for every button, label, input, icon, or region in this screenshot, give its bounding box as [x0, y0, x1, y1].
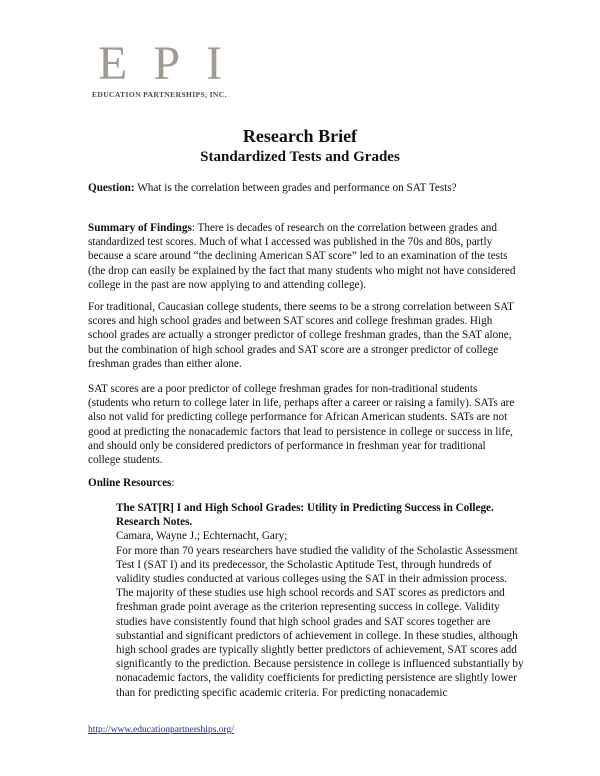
resource-authors: Camara, Wayne J.; Echternacht, Gary; [116, 530, 288, 543]
logo-subtitle: EDUCATION PARTNERSHIPS, INC. [92, 90, 227, 99]
summary-text: : There is decades of research on the correlation between grades and standardized test scores. Much of what I accessed was published in the 70s and 80s, partly because a scare around “the declining American SAT score” led to an examination of the tests (the drop can easily be explained by the fact that many students who might not have considered college in the past are now applying to and attending college). [88, 222, 516, 291]
online-resources-colon: : [171, 477, 175, 489]
paragraph-nontraditional-students: SAT scores are a poor predictor of college freshman grades for non-traditional students (students who return to college later in life, perhaps after a career or raising a family). SATs are also not valid for predicting college performance for African American students. SATs are not good at predicting the nonacademic factors that lead to persistence in college or success in life, and should only be considered predictors of performance in freshman year for traditional college students. [88, 383, 515, 467]
page-subtitle: Standardized Tests and Grades [200, 149, 400, 165]
resource-abstract: For more than 70 years researchers have studied the validity of the Scholastic Assessment Test I (SAT I) and its predecessor, the Scholastic Aptitude Test, through hundreds of validity studies conducted at various colleges using the SAT in their admission process. The majority of these studies use high school records and SAT scores as predictors and freshman grade point average as the criterion representing success in college. Validity studies have consistently found that high school grades and SAT scores together are substantial and significant predictors of achievement in college. In these studies, although high school grades are typically slightly better predictors of achievement, SAT scores add significantly to the prediction. Because persistence in college is influenced substantially by nonacademic factors, the validity coefficients for predicting persistence are slightly lower than for predicting specific academic criteria. For predicting nonacademic [116, 544, 524, 699]
question-paragraph [88, 181, 518, 195]
logo-letters: EPI [98, 37, 248, 90]
epi-logo [92, 37, 262, 99]
question-label: Question: [88, 182, 135, 194]
footer-link[interactable]: http://www.educationpartnerships.org/ [88, 725, 234, 735]
paragraph-traditional-students: For traditional, Caucasian college students, there seems to be a strong correlation between SAT scores and high school grades and between SAT scores and college freshman grades. High school grades are actually a stronger predictor of college freshman grades, than the SAT alone, but the combination of high school grades and SAT score are a stronger predictor of college freshman grades than either alone. [88, 301, 514, 370]
resource-title: The SAT[R] I and High School Grades: Utility in Predicting Success in College. Research Notes. [116, 502, 494, 529]
summary-paragraph [88, 221, 518, 292]
question-text: What is the correlation between grades and performance on SAT Tests? [134, 182, 457, 194]
online-resources-label: Online Resources [88, 477, 172, 489]
page-title: Research Brief [242, 126, 358, 146]
online-resources-heading [88, 476, 518, 490]
summary-label: Summary of Findings [88, 222, 192, 234]
resource-entry [116, 501, 524, 700]
